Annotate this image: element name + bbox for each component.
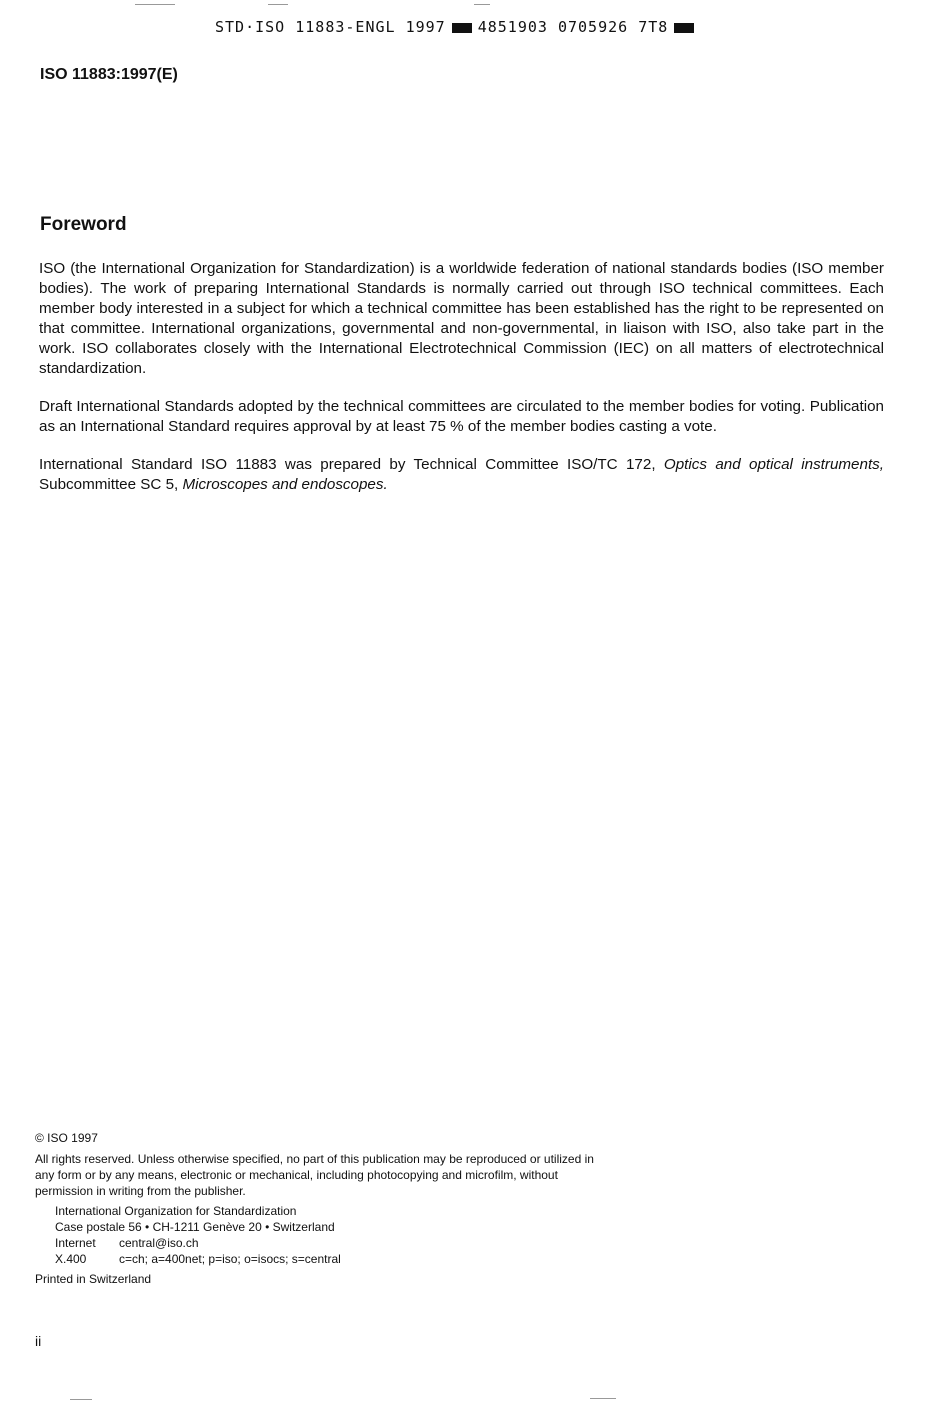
printed-in: Printed in Switzerland bbox=[35, 1272, 152, 1286]
internet-value: central@iso.ch bbox=[119, 1236, 199, 1250]
header-code-part-a: STD·ISO 11883-ENGL 1997 bbox=[215, 18, 446, 36]
p3-committee-title: Optics and optical instruments, bbox=[663, 456, 884, 473]
copyright-footer bbox=[35, 1130, 615, 1287]
foreword-paragraph-1: ISO (the International Organization for Standardization) is a worldwide federation of national standards bodies (ISO member bodies). The work of preparing International Standards is normally carried out through ISO technical committees. Each member body interested in a subject for which a technical committee has been established has the right to be represented on that committee. International organizations, governmental and non-governmental, in liaison with ISO, also take part in the work. ISO collaborates closely with the International Electrotechnical Commission (IEC) on all matters of electrotechnical standardization. bbox=[39, 260, 884, 377]
black-bar-mark-end bbox=[674, 23, 694, 33]
scan-speck bbox=[135, 4, 175, 5]
publisher-address bbox=[55, 1203, 615, 1267]
scan-speck bbox=[268, 4, 288, 5]
p3-subcommittee-title: Microscopes and endoscopes. bbox=[182, 476, 388, 493]
foreword-paragraph-2: Draft International Standards adopted by the technical committees are circulated to the member bodies for voting. Publication as an International Standard requires approval by at least 75 % of the member bodies casting a vote. bbox=[39, 398, 884, 435]
foreword-paragraph-3 bbox=[39, 455, 884, 495]
scan-speck bbox=[70, 1399, 92, 1400]
p3-text-c: Subcommittee SC 5, bbox=[39, 476, 179, 493]
foreword-body bbox=[39, 259, 884, 513]
black-bar-mark bbox=[452, 23, 472, 33]
p3-text-a: International Standard ISO 11883 was prepared by Technical Committee ISO/TC 172, bbox=[39, 456, 656, 473]
x400-row bbox=[55, 1251, 615, 1267]
document-id: ISO 11883:1997(E) bbox=[40, 66, 178, 83]
scan-speck bbox=[474, 4, 490, 5]
header-code bbox=[215, 18, 700, 36]
x400-value: c=ch; a=400net; p=iso; o=isocs; s=central bbox=[119, 1252, 341, 1266]
internet-label: Internet bbox=[55, 1236, 96, 1250]
copyright-line: © ISO 1997 bbox=[35, 1131, 98, 1145]
org-name: International Organization for Standardization bbox=[55, 1204, 297, 1218]
scan-speck bbox=[590, 1398, 616, 1399]
postal-address: Case postale 56 • CH-1211 Genève 20 • Switzerland bbox=[55, 1220, 335, 1234]
header-code-part-b: 4851903 0705926 7T8 bbox=[477, 18, 669, 36]
x400-label: X.400 bbox=[55, 1252, 87, 1266]
rights-statement: All rights reserved. Unless otherwise specified, no part of this publication may be reproduced or utilized in any form or by any means, electronic or mechanical, including photocopying and microfilm, without permission in writing from the publisher. bbox=[35, 1152, 594, 1198]
internet-row bbox=[55, 1235, 615, 1251]
page-number: ii bbox=[35, 1333, 42, 1349]
foreword-heading: Foreword bbox=[40, 214, 127, 235]
